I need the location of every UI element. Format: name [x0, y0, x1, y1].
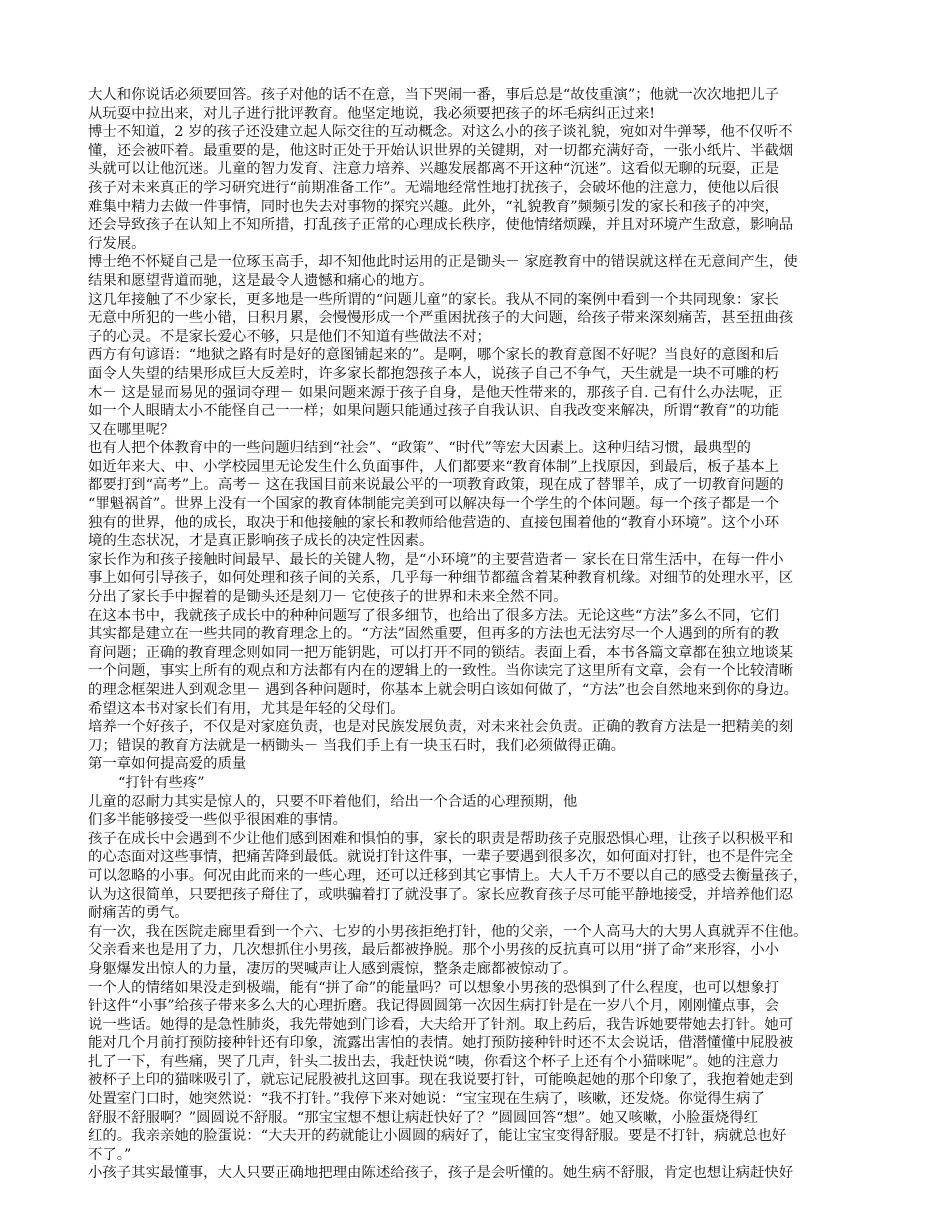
text-line: 大人和你说话必须要回答。孩子对他的话不在意，当下哭闹一番，事后总是“故伎重演”；他就一次次地把儿子: [88, 87, 780, 103]
section-title: 儿童的忍耐力其实是惊人的，只要不吓着他们，给出一个合适的心理预期，他: [88, 793, 578, 810]
text-line: 行发展。: [88, 235, 146, 252]
text-line: 分出了家长手中握着的是锄头还是刻刀－ 它使孩子的世界和未来全然不同。: [88, 589, 568, 606]
text-line: 懂，还会被吓着。最重要的是，他这时正处于开始认识世界的关键期，对一切都充满好奇，一张小纸片、半截烟: [88, 142, 794, 159]
text-line: 第一章如何提高爱的质量: [88, 756, 247, 773]
text-line: 舒服不舒服啊？”圆圆说不舒服。“那宝宝想不想让病赶快好了？”圆圆回答“想”。她又咳嗽，小脸蛋烧得红: [88, 1109, 758, 1126]
text-line: 境的生态状况，才是真正影响孩子成长的决定性因素。: [88, 533, 434, 550]
text-line: 家长作为和孩子接触时间最早、最长的关键人物，是“小环境”的主要营造者－ 家长在日常生活中，在每一件小: [88, 551, 784, 568]
text-line: 红的。我亲亲她的脸蛋说：“大夫开的药就能让小圆圆的病好了，能让宝宝变得舒服。要是不打针，病就总也好: [88, 1128, 787, 1145]
text-line: 事上如何引导孩子，如何处理和孩子间的关系，几乎每一种细节都蕴含着某种教育机缘。对细节的处理水平，区: [88, 570, 794, 587]
text-line: 认为这很简单，只要把孩子搿住了，或哄骗着打了就没事了。家长应教育孩子尽可能平静地接受，并培养他们忍: [88, 886, 794, 903]
text-line: 被杯子上印的猫咪吸引了，就忘记屁股被扎这回事。现在我说要打针，可能唤起她的那个印象了，我抱着她走到: [88, 1072, 794, 1089]
text-line: 其实都是建立在一些共同的教育理念上的。“方法”固然重要，但再多的方法也无法穷尽一个人遇到的所有的教: [88, 626, 780, 643]
document-body: [88, 86, 862, 1183]
text-line: 身躯爆发出惊人的力量，凄厉的哭喊声让人感到震惊，整条走廊都被惊动了。: [88, 960, 578, 977]
text-line: 从玩耍中拉出来，对儿子进行批评教育。他坚定地说，我必须要把孩子的坏毛病纠正过来!: [88, 105, 656, 122]
text-line: 可以忽略的小事。何况由此而来的一些心理，还可以迁移到其它事情上。大人千万不要以自己的感受去衡量孩子，: [88, 867, 808, 884]
text-line: 头就可以让他沉迷。儿童的智力发育、注意力培养、兴趣发展都离不开这种“沉迷”。这看似无聊的玩耍，正是: [88, 161, 780, 178]
text-line: 孩子在成长中会遇到不少让他们感到困难和惧怕的事，家长的职责是帮助孩子克服恐惧心理，让孩子以积极平和: [88, 830, 794, 847]
text-line: 难集中精力去做一件事情，同时也失去对事物的探究兴趣。此外，“礼貌教育”频频引发的家长和孩子的冲突，: [88, 198, 780, 215]
text-line: 的理念框架进人到观念里－ 遇到各种问题时，你基本上就会明白该如何做了，“方法”也会自然地来到你的身边。: [88, 682, 799, 698]
text-line: 在这本书中，我就孩子成长中的种种问题写了很多细节，也给出了很多方法。无论这些“方法”多么不同，它们: [88, 607, 780, 624]
chapter-heading: “打针有些疼”: [118, 774, 205, 791]
text-line: 博士不知道，2 岁的孩子还没建立起人际交往的互动概念。对这么小的孩子谈礼貌，宛如对牛弹琴，他不仅听不: [88, 124, 793, 141]
text-line: 不了。”: [88, 1146, 132, 1163]
text-line: 西方有句谚语：“地狱之路有时是好的意图铺起来的”。是啊，哪个家长的教育意图不好呢？当良好的意图和后: [88, 347, 780, 364]
text-line: 培养一个好孩子，不仅是对家庭负责，也是对民族发展负责，对未来社会负责。正确的教育方法是一把精美的刻: [88, 719, 794, 736]
text-line: 说一些话。她得的是急性肺炎，我先带她到门诊看，大夫给开了针剂。取上药后，我告诉她要带她去打针。她可: [88, 1016, 794, 1033]
text-line: 结果和愿望背道而驰，这是最令人遗憾和痛心的地方。: [88, 272, 434, 289]
text-line: 小孩子其实最懂事，大人只要正确地把理由陈述给孩子，孩子是会听懂的。她生病不舒服，肯定也想让病赶快好: [88, 1165, 794, 1182]
text-line: 孩子对未来真正的学习研究进行“前期准备工作”。无端地经常性地打扰孩子，会破坏他的注意力，使他以后很: [88, 179, 780, 196]
text-line: 们多半能够接受一些似乎很困难的事情。: [88, 812, 348, 829]
text-line: 扎了一下，有些痛，哭了几声，针头二拔出去，我赶快说“咦，你看这个杯子上还有个小猫咪呢”。她的注意力: [88, 1053, 780, 1070]
text-line: 都要打到“高考”上。高考－ 这在我国目前来说最公平的一项教育政策，现在成了替罪羊，成了一切教育问题的: [88, 477, 784, 494]
text-line: 一个问题，事实上所有的观点和方法都有内在的逻辑上的一致性。当你读完了这里所有文章，会有一个比较清晰: [88, 663, 794, 680]
text-line: 子的心灵。不是家长爱心不够，只是他们不知道有些做法不对；: [88, 328, 491, 345]
text-line: 又在哪里呢？: [88, 421, 175, 438]
text-line: “罪魁祸首”。世界上没有一个国家的教育体制能完美到可以解决每一个学生的个体问题。每一个孩子都是一个: [88, 496, 780, 513]
text-line: 处置室门口时，她突然说：“我不打针。”我停下来对她说：“宝宝现在生病了，咳嗽，还发烧。你觉得生病了: [88, 1091, 765, 1108]
text-line: 如一个人眼睛太小不能怪自己一一样；如果问题只能通过孩子自我认识、自我改变来解决，所谓“教育”的功能: [88, 403, 780, 420]
text-line: 还会导致孩子在认知上不知所措，打乱孩子正常的心理成长秩序，使他情绪烦躁，并且对环境产生敌意，影响品: [88, 217, 794, 234]
text-line: 独有的世界，他的成长，取决于和他接触的家长和教师给他营造的、直接包围着他的“教育小环境”。这个小环: [88, 514, 780, 531]
text-line: 也有人把个体教育中的一些问题归结到“社会”、“政策”、“时代”等宏大因素上。这种归结习惯，最典型的: [88, 440, 751, 457]
text-line: 父亲看来也是用了力，几次想抓住小男孩，最后都被挣脱。那个小男孩的反抗真可以用“拼了命”来形容，小小: [88, 942, 780, 959]
text-line: 针这件“小事”给孩子带来多么大的心理折磨。我记得圆圆第一次因生病打针是在一岁八个月，刚刚懂点事，会: [88, 998, 780, 1015]
text-line: 有一次，我在医院走廊里看到一个六、七岁的小男孩拒绝打针，他的父亲，一个人高马大的大男人真就弄不住他。: [88, 923, 808, 940]
text-line: 木－ 这是显而易见的强词夺理－ 如果问题来源于孩子自身，是他天性带来的，那孩子自. 己有什么办法呢，正: [88, 384, 783, 401]
text-line: 一个人的情绪如果没走到极端，能有“拼了命”的能量吗？可以想象小男孩的恐惧到了什么程度，也可以想象打: [88, 979, 780, 996]
text-line: 无意中所犯的一些小错，日积月累，会慢慢形成一个严重困扰孩子的大问题，给孩子带来深刻痛苦，甚至扭曲孩: [88, 310, 794, 327]
text-line: 博士绝不怀疑自己是一位琢玉高手，却不知他此时运用的正是锄头－ 家庭教育中的错误就这样在无意间产生，使: [88, 254, 798, 271]
text-line: 如近年来大、中、小学校园里无论发生什么负面事件，人们都要来“教育体制”上找原因，到最后，板子基本上: [88, 458, 780, 475]
text-line: 耐痛苦的勇气。: [88, 905, 189, 922]
text-line: 这几年接触了不少家长，更多地是一些所谓的“问题儿童”的家长。我从不同的案例中看到一个共同现象：家长: [88, 291, 780, 308]
text-line: 的心态面对这些事情，把痛苦降到最低。就说打针这件事，一辈子要遇到很多次，如何面对打针，也不是件完全: [88, 849, 794, 866]
text-line: 希望这本书对家长们有用，尤其是年轻的父母们。: [88, 700, 405, 717]
text-line: 育问题；正确的教育理念则如同一把万能钥匙，可以打开不同的锁结。表面上看，本书各篇文章都在独立地谈某: [88, 644, 794, 661]
text-line: 刀；错误的教育方法就是一柄锄头－ 当我们手上有一块玉石时，我们必须做得正确。: [88, 737, 626, 754]
text-line: 能对几个月前打预防接种针还有印象，流露出害怕的表情。她打预防接种针时还不太会说话，借潜懂懂中屁股被: [88, 1035, 794, 1052]
text-line: 面令人失望的结果形成巨大反差时，许多家长都抱怨孩子本人，说孩子自己不争气，天生就是一块不可雕的朽: [88, 365, 779, 382]
